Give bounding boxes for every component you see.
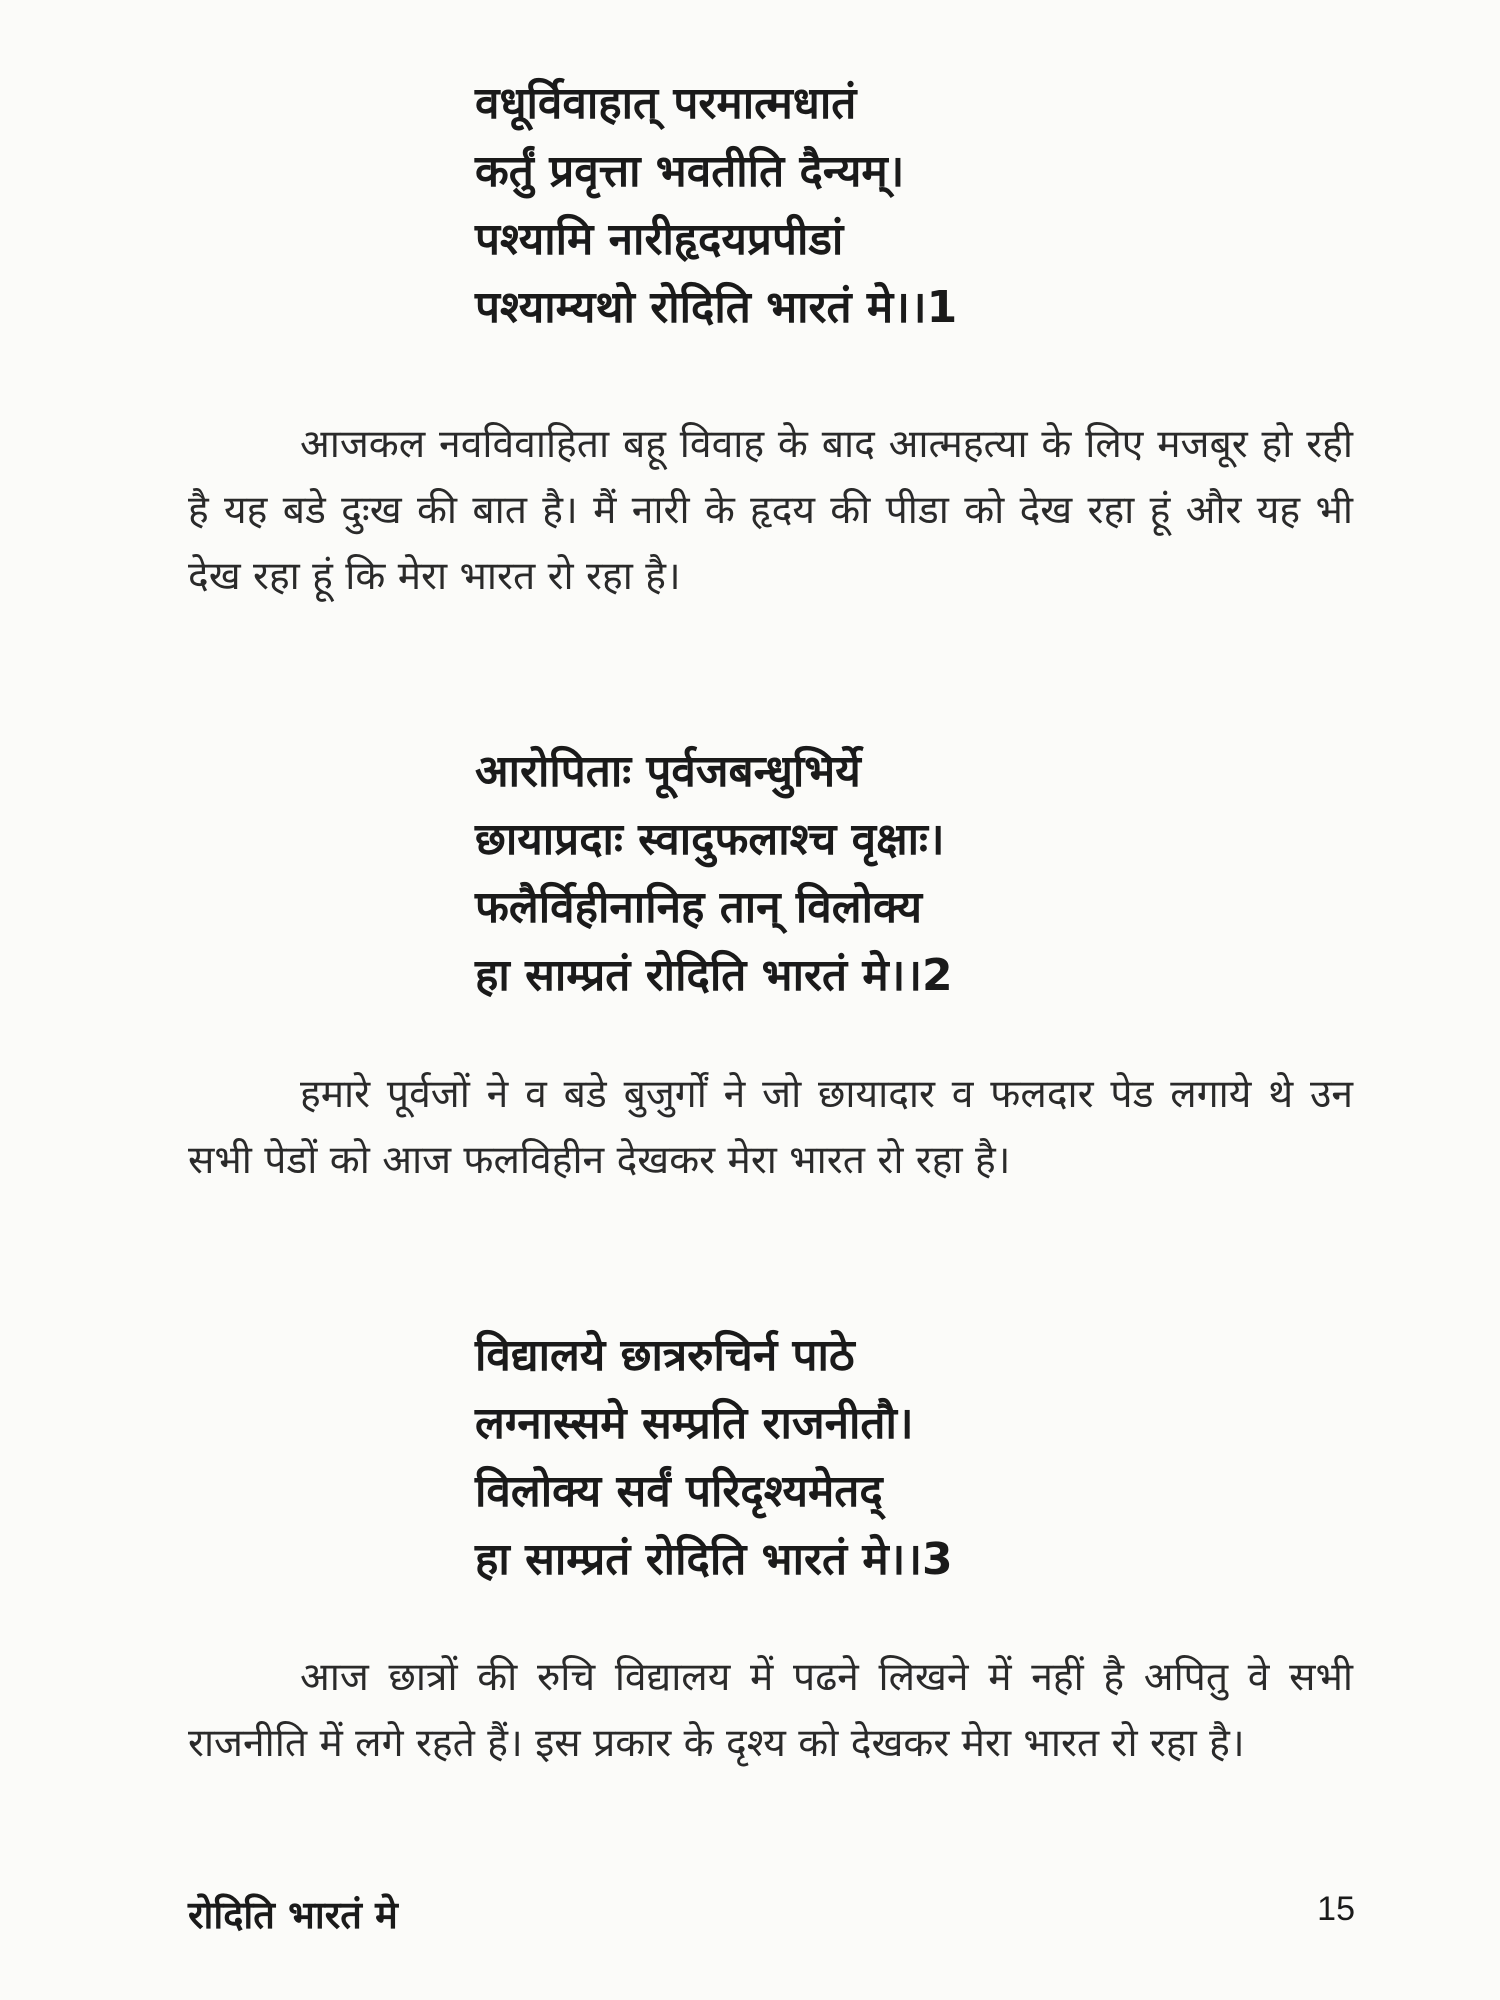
verse-line: कर्तुं प्रवृत्ता भवतीति दैन्यम्। (475, 146, 905, 197)
page-number: 15 (1317, 1890, 1355, 1928)
verse-line: विद्यालये छात्ररुचिर्न पाठे (475, 1330, 855, 1381)
verse-3 (475, 1322, 1095, 1594)
verse-2 (475, 738, 1095, 1010)
verse-line: हा साम्प्रतं रोदिति भारतं मे।।3 (475, 1534, 953, 1585)
verse-1 (475, 70, 1095, 342)
verse-line: हा साम्प्रतं रोदिति भारतं मे।।2 (475, 950, 953, 1001)
verse-line: छायाप्रदाः स्वादुफलाश्च वृक्षाः। (475, 814, 945, 865)
paragraph-3: आज छात्रों की रुचि विद्यालय में पढने लिखने में नहीं है अपितु वे सभी राजनीति में लगे रहते हैं। इस प्रकार के दृश्य को देखकर मेरा भारत रो रहा है। (188, 1655, 1353, 1766)
verse-line: लग्नास्समे सम्प्रति राजनीतौ। (475, 1398, 914, 1449)
paragraph-1: आजकल नवविवाहिता बहू विवाह के बाद आत्महत्या के लिए मजबूर हो रही है यह बडे दुःख की बात है। मैं नारी के हृदय की पीडा को देख रहा हूं और यह भी देख रहा हूं कि मेरा भारत रो रहा है। (188, 422, 1353, 599)
running-footer-title: रोदिति भारतं मे (188, 1893, 398, 1937)
verse-line: पश्यामि नारीहृदयप्रपीडां (475, 214, 844, 265)
verse-line: वधूर्विवाहात् परमात्मधातं (475, 78, 857, 129)
verse-line: फलैर्विहीनानिह तान् विलोक्य (475, 882, 923, 933)
verse-line: आरोपिताः पूर्वजबन्धुभिर्ये (475, 746, 861, 797)
paragraph-2: हमारे पूर्वजों ने व बडे बुजुर्गों ने जो छायादार व फलदार पेड लगाये थे उन सभी पेडों को आज फलविहीन देखकर मेरा भारत रो रहा है। (188, 1072, 1353, 1183)
verse-line: पश्याम्यथो रोदिति भारतं मे।।1 (475, 282, 958, 333)
verse-line: विलोक्य सर्वं परिदृश्यमेतद् (475, 1466, 883, 1517)
